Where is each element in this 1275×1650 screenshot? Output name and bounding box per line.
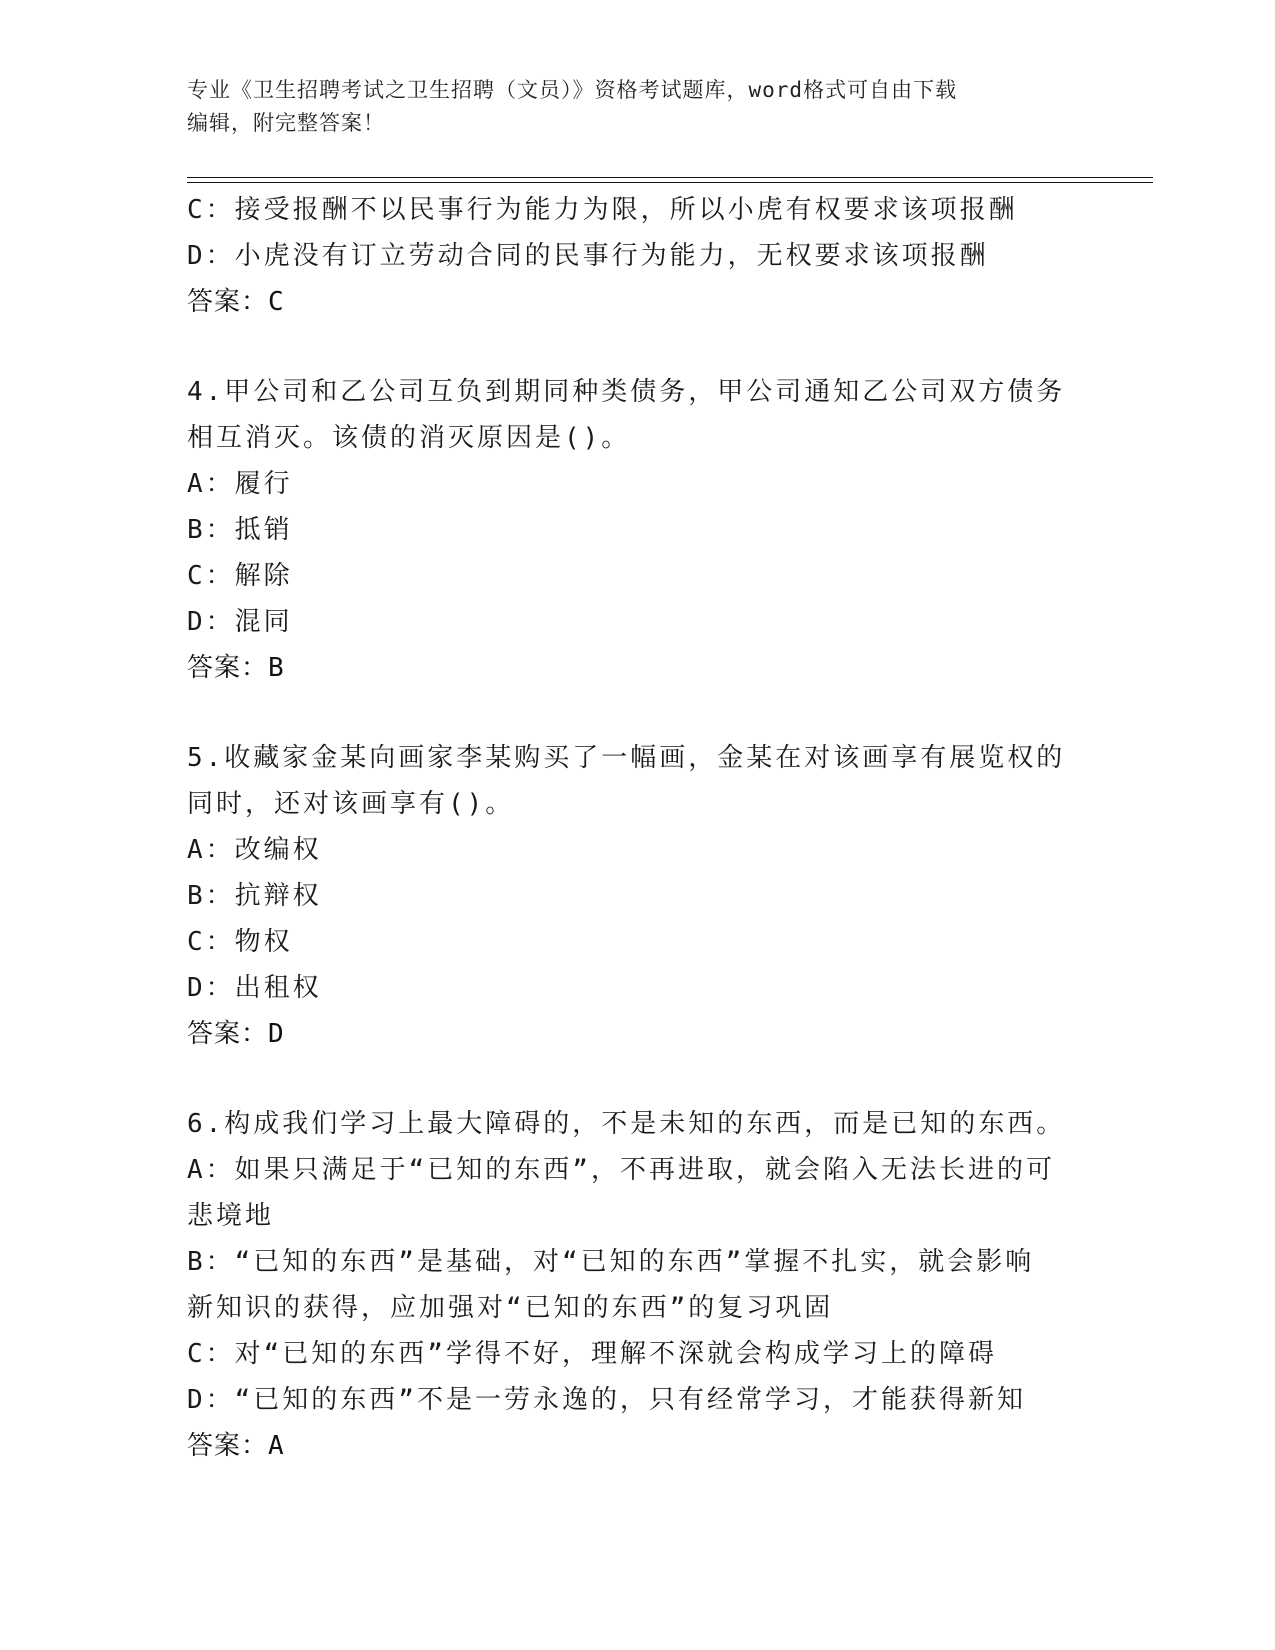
question-stem-cont: 相互消灭。该债的消灭原因是()。 (187, 423, 631, 453)
option-c: C：物权 (187, 927, 293, 957)
option-d: D：“已知的东西”不是一劳永逸的，只有经常学习，才能获得新知 (187, 1385, 1026, 1415)
answer-line (187, 645, 1087, 691)
header-line-2: 编辑，附完整答案！ (187, 111, 385, 135)
document-header (187, 74, 1107, 140)
question-6 (187, 1101, 1087, 1469)
option-a: A：改编权 (187, 835, 322, 865)
option-d: D：出租权 (187, 973, 322, 1003)
question-4 (187, 369, 1087, 691)
option-c: C：解除 (187, 561, 293, 591)
option-b: B：抗辩权 (187, 881, 322, 911)
answer-label: 答案： (187, 653, 269, 683)
option-a-cont: 悲境地 (187, 1201, 275, 1231)
option-b: B：“已知的东西”是基础，对“已知的东西”掌握不扎实，就会影响 (187, 1247, 1035, 1277)
question-stem: 6.构成我们学习上最大障碍的，不是未知的东西，而是已知的东西。 (187, 1109, 1066, 1139)
answer-label: 答案： (187, 1431, 269, 1461)
header-rule-bottom (187, 182, 1153, 183)
option-c: C：接受报酬不以民事行为能力为限，所以小虎有权要求该项报酬 (187, 195, 1018, 225)
answer-label: 答案： (187, 1019, 269, 1049)
header-rule-top (187, 177, 1153, 178)
option-b-cont: 新知识的获得，应加强对“已知的东西”的复习巩固 (187, 1293, 834, 1323)
answer-line (187, 279, 1087, 325)
question-3-tail (187, 187, 1087, 325)
answer-value: D (268, 1019, 285, 1049)
answer-value: A (268, 1431, 285, 1461)
question-stem: 5.收藏家金某向画家李某购买了一幅画，金某在对该画享有展览权的 (187, 743, 1066, 773)
option-a: A：如果只满足于“已知的东西”，不再进取，就会陷入无法长进的可 (187, 1155, 1055, 1185)
answer-line (187, 1423, 1087, 1469)
option-d: D：小虎没有订立劳动合同的民事行为能力，无权要求该项报酬 (187, 241, 989, 271)
option-d: D：混同 (187, 607, 293, 637)
answer-line (187, 1011, 1087, 1057)
question-list (187, 187, 1087, 1469)
question-stem: 4.甲公司和乙公司互负到期同种类债务，甲公司通知乙公司双方债务 (187, 377, 1066, 407)
question-5 (187, 735, 1087, 1057)
answer-value: C (268, 287, 285, 317)
question-stem-cont: 同时，还对该画享有()。 (187, 789, 515, 819)
header-line-1: 专业《卫生招聘考试之卫生招聘（文员）》资格考试题库，word格式可自由下载 (187, 78, 958, 102)
option-c: C：对“已知的东西”学得不好，理解不深就会构成学习上的障碍 (187, 1339, 997, 1369)
answer-label: 答案： (187, 287, 269, 317)
answer-value: B (268, 653, 285, 683)
option-a: A：履行 (187, 469, 293, 499)
option-b: B：抵销 (187, 515, 293, 545)
